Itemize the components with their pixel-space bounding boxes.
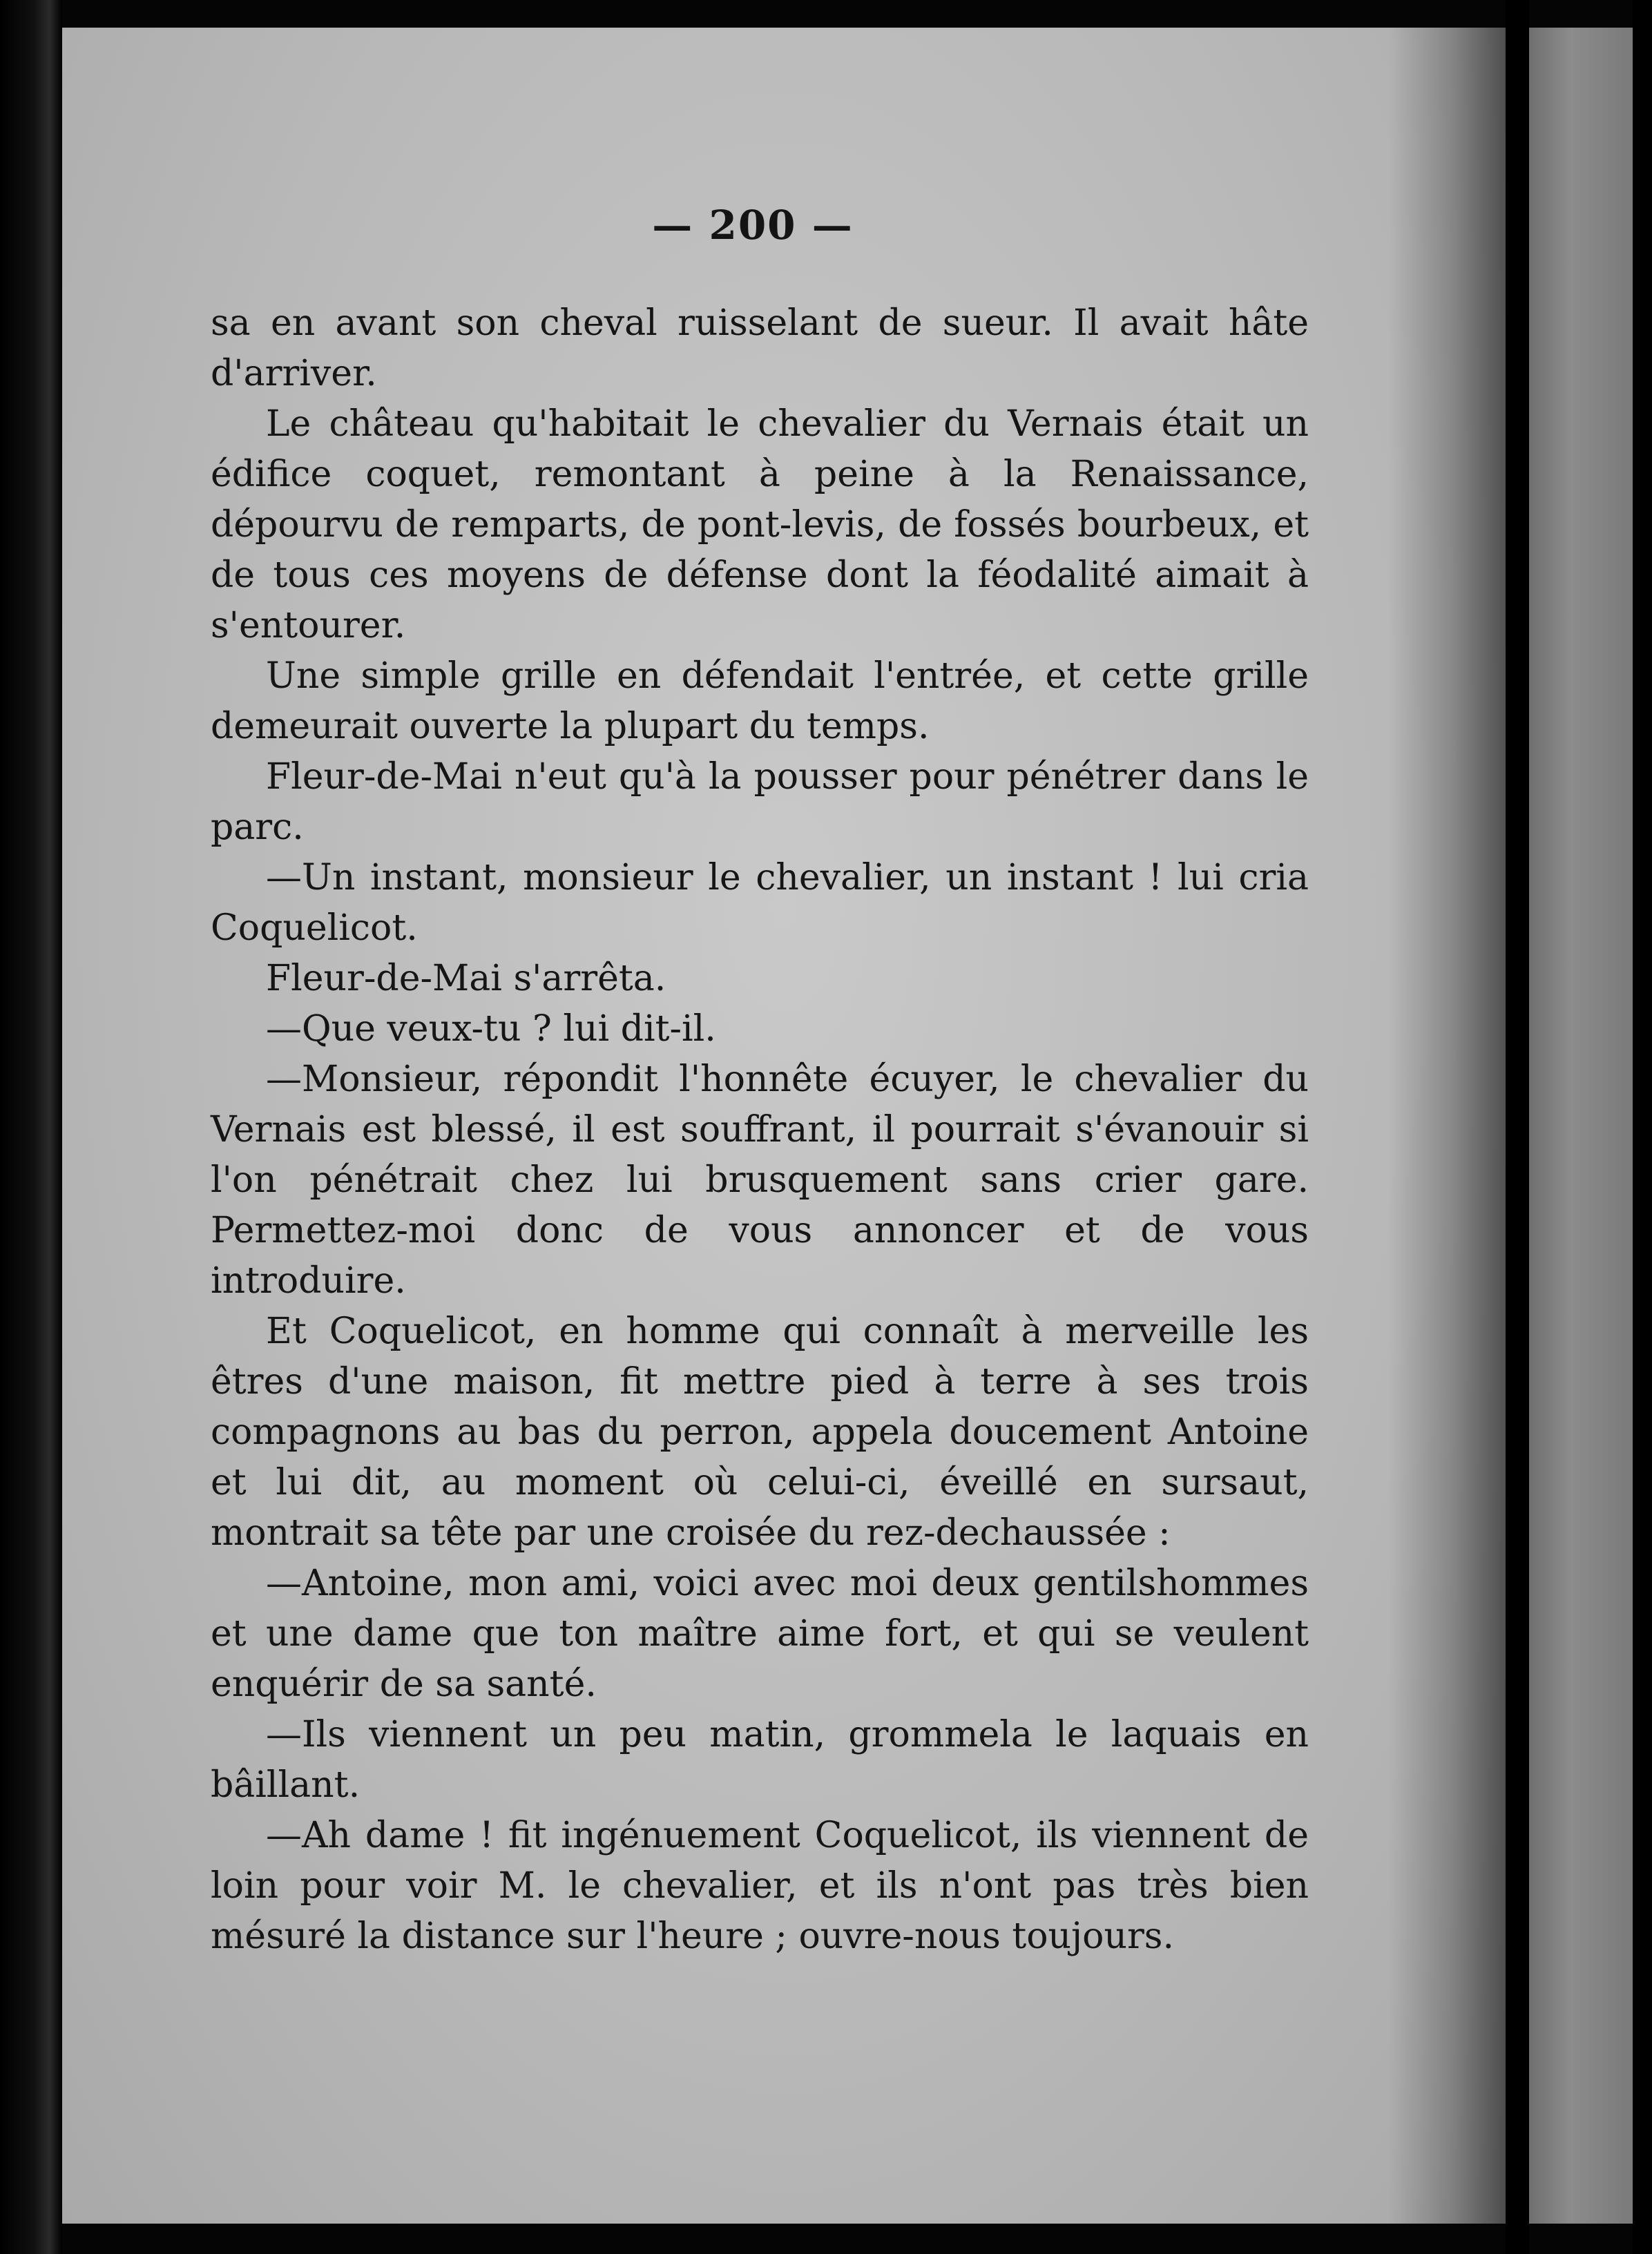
- paragraph: Fleur-de-Mai s'arrêta.: [266, 958, 666, 999]
- page-number: — 200 —: [652, 202, 854, 249]
- dialogue-line: —Monsieur, répondit l'honnête écuyer, le chevalier du Vernais est blessé, il est souffrant, il pourrait s'évanouir si l'on pénétrait chez lui brusquement sans crier gare. Permettez-moi donc de vous annoncer et de vous introduire.: [211, 1059, 1309, 1302]
- paragraph: Une simple grille en défendait l'entrée, et cette grille demeurait ouverte la plupart du temps.: [211, 655, 1309, 747]
- gutter-shadow: [1388, 28, 1506, 2224]
- paragraph: Le château qu'habitait le chevalier du Vernais était un édifice coquet, remontant à peine à la Renaissance, dépourvu de remparts, de pont-levis, de fossés bourbeux, et de tous ces moyens de défense dont la féodalité aimait à s'entourer.: [211, 403, 1309, 646]
- dialogue-line: —Que veux-tu ? lui dit-il.: [266, 1008, 716, 1050]
- book-spine: [1506, 0, 1529, 2254]
- dialogue-line: —Un instant, monsieur le chevalier, un instant ! lui cria Coquelicot.: [211, 857, 1309, 949]
- scan-left-edge: [0, 0, 62, 2254]
- paragraph: Fleur-de-Mai n'eut qu'à la pousser pour pénétrer dans le parc.: [211, 756, 1309, 848]
- dialogue-line: —Ils viennent un peu matin, grommela le laquais en bâillant.: [211, 1714, 1309, 1806]
- scan-right-edge: [1633, 0, 1652, 2254]
- adjacent-page-edge: [1529, 28, 1633, 2224]
- paragraph: Et Coquelicot, en homme qui connaît à merveille les êtres d'une maison, fit mettre pied à terre à ses trois compagnons au bas du perron, appela doucement Antoine et lui dit, au moment où celui-ci, éveillé en sursaut, montrait sa tête par une croisée du rez-dechaussée :: [211, 1311, 1309, 1554]
- dialogue-line: —Ah dame ! fit ingénuement Coquelicot, ils viennent de loin pour voir M. le chevalier, et ils n'ont pas très bien mésuré la distance sur l'heure ; ouvre-nous toujours.: [211, 1815, 1309, 1957]
- body-text: [211, 298, 1309, 1962]
- dialogue-line: —Antoine, mon ami, voici avec moi deux gentilshommes et une dame que ton maître aime fort, et qui se veulent enquérir de sa santé.: [211, 1563, 1309, 1705]
- paragraph: sa en avant son cheval ruisselant de sueur. Il avait hâte d'arriver.: [211, 302, 1309, 394]
